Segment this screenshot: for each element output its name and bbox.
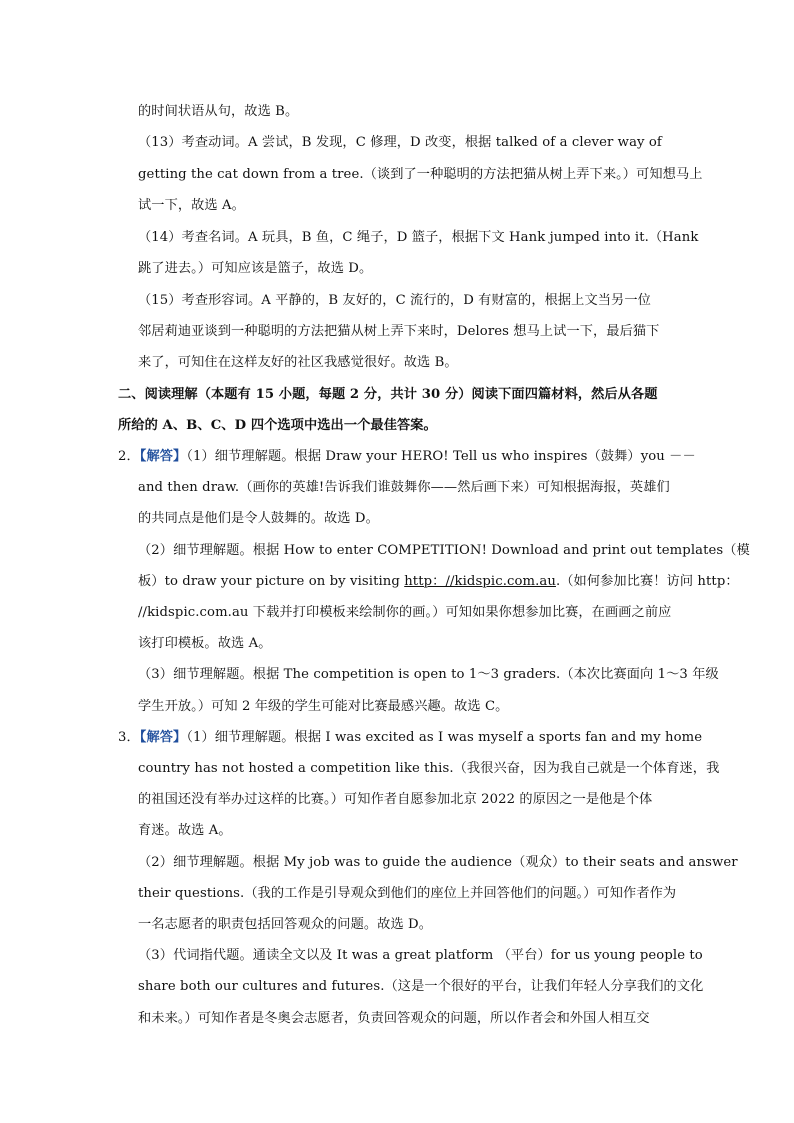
text-line: 的共同点是他们是令人鼓舞的。故选 D。 xyxy=(138,511,379,526)
text-line: （2）细节理解题。根据 My job was to guide the audience（观众）to their seats and answer xyxy=(138,855,738,870)
answer-tag: 【解答】 xyxy=(139,449,187,464)
text-line: （15）考查形容词。A 平静的，B 友好的，C 流行的，D 有财富的，根据上文当另一位 xyxy=(138,293,651,308)
text-line: 来了，可知住在这样友好的社区我感觉很好。故选 B。 xyxy=(138,355,458,370)
text-line: share both our cultures and futures.（这是一个很好的平台，让我们年轻人分享我们的文化 xyxy=(138,979,704,994)
text-line: （13）考查动词。A 尝试，B 发现，C 修理，D 改变，根据 talked of a clever way of xyxy=(138,135,662,150)
text-line: 育迷。故选 A。 xyxy=(138,823,232,838)
text-line: 的时间状语从句，故选 B。 xyxy=(138,104,299,119)
text-line: （14）考查名词。A 玩具，B 鱼，C 绳子，D 篮子，根据下文 Hank jumped into it.（Hank xyxy=(138,230,699,245)
text-line: getting the cat down from a tree.（谈到了一种聪明的方法把猫从树上弄下来。）可知想马上 xyxy=(138,167,703,182)
text-line: 该打印模板。故选 A。 xyxy=(138,636,272,651)
text-line: //kidspic.com.au 下载并打印模板来绘制你的画。）可知如果你想参加比赛，在画画之前应 xyxy=(138,605,672,620)
text-line: and then draw.（画你的英雄!告诉我们谁鼓舞你——然后画下来）可知根据海报，英雄们 xyxy=(138,480,670,495)
question-2-first-line xyxy=(118,447,696,467)
text-line: 的祖国还没有举办过这样的比赛。）可知作者自愿参加北京 2022 的原因之一是他是个体 xyxy=(138,792,653,807)
text-segment: 板）to draw your picture on by visiting xyxy=(138,574,405,589)
text-line: （2）细节理解题。根据 How to enter COMPETITION! Download and print out templates（模 xyxy=(138,543,750,558)
text-segment: （1）细节理解题。根据 Draw your HERO! Tell us who inspires（鼓舞）you －－ xyxy=(186,449,696,464)
text-line: 一名志愿者的职责包括回答观众的问题。故选 D。 xyxy=(138,917,433,932)
text-segment: （1）细节理解题。根据 I was excited as I was myself a sports fan and my home xyxy=(186,730,703,745)
text-line: 试一下，故选 A。 xyxy=(138,198,245,213)
competition-link[interactable]: http：//kidspic.com.au xyxy=(404,574,556,589)
answer-tag: 【解答】 xyxy=(139,730,187,745)
text-line: their questions.（我的工作是引导观众到他们的座位上并回答他们的问题。）可知作者作为 xyxy=(138,886,677,901)
section-heading: 二、阅读理解（本题有 15 小题，每题 2 分，共计 30 分）阅读下面四篇材料，然后从各题 xyxy=(118,387,658,402)
text-line: 跳了进去。）可知应该是篮子，故选 D。 xyxy=(138,261,373,276)
text-line: 邻居莉迪亚谈到一种聪明的方法把猫从树上弄下来时，Delores 想马上试一下，最后猫下 xyxy=(138,324,660,339)
text-line: （3）代词指代题。通读全文以及 It was a great platform （平台）for us young people to xyxy=(138,948,703,963)
question-number: 2． xyxy=(118,449,140,464)
text-line: country has not hosted a competition like this.（我很兴奋，因为我自己就是一个体育迷，我 xyxy=(138,761,720,776)
text-segment: .（如何参加比赛！访问 http： xyxy=(555,574,739,589)
text-line-with-link xyxy=(138,572,739,592)
text-line: 和未来。）可知作者是冬奥会志愿者，负责回答观众的问题，所以作者会和外国人相互交 xyxy=(138,1011,650,1026)
question-number: 3． xyxy=(118,730,140,745)
question-3-first-line xyxy=(118,728,702,748)
section-heading: 所给的 A、B、C、D 四个选项中选出一个最佳答案。 xyxy=(118,418,437,433)
text-line: 学生开放。）可知 2 年级的学生可能对比赛最感兴趣。故选 C。 xyxy=(138,699,509,714)
text-line: （3）细节理解题。根据 The competition is open to 1～3 graders.（本次比赛面向 1～3 年级 xyxy=(138,667,719,682)
